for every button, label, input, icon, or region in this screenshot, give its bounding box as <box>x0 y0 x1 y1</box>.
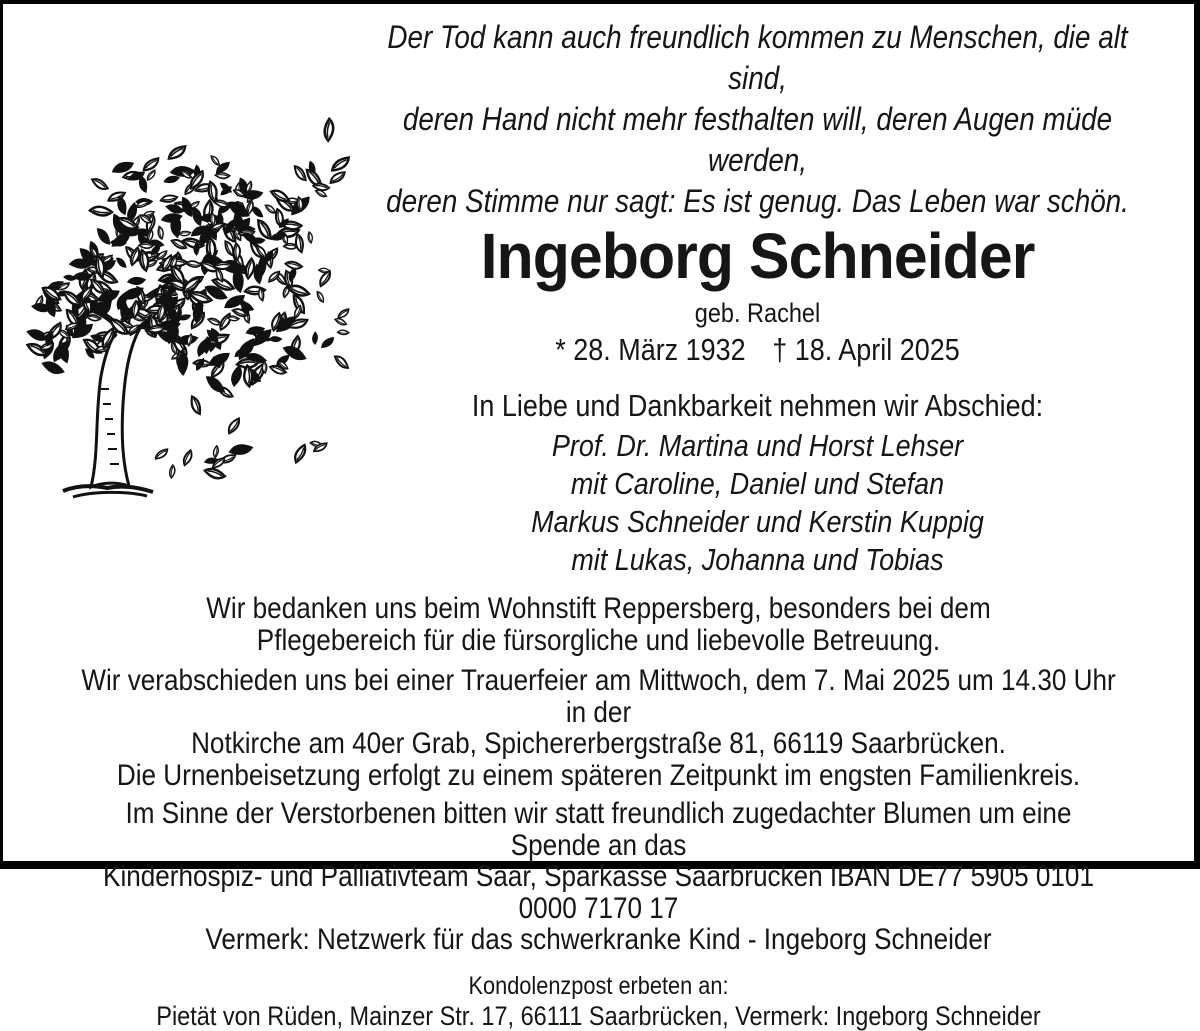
donation-paragraph <box>80 798 1116 956</box>
birth-date: * 28. März 1932 <box>555 332 746 367</box>
family-line: mit Lukas, Johanna und Tobias <box>571 542 944 577</box>
condolence-heading: Kondolenzpost erbeten an: <box>468 971 729 1000</box>
donation-line: Im Sinne der Verstorbenen bitten wir statt freundlich zugedachter Blumen um eine Spende an das <box>125 797 1072 862</box>
funeral-line: Notkirche am 40er Grab, Spichererbergstraße 81, 66119 Saarbrücken. <box>191 727 1006 760</box>
family-list <box>386 427 1130 579</box>
family-line: Prof. Dr. Martina und Horst Lehser <box>551 428 964 463</box>
header-section <box>330 17 1185 579</box>
farewell-heading: In Liebe und Dankbarkeit nehmen wir Abschied: <box>471 388 1044 423</box>
deceased-name: Ingeborg Schneider <box>480 220 1035 292</box>
maiden-name: geb. Rachel <box>694 298 821 328</box>
epigraph-line: deren Stimme nur sagt: Es ist genug. Das Leben war schön. <box>386 183 1129 219</box>
funeral-line: Die Urnenbeisetzung erfolgt zu einem späteren Zeitpunkt im engsten Familienkreis. <box>116 758 1081 792</box>
thanks-line: Pflegebereich für die fürsorgliche und liebevolle Betreuung. <box>256 623 941 657</box>
donation-line: Kinderhospiz- und Palliativteam Saar, Sparkasse Saarbrücken IBAN DE77 5905 0101 0000 7170 17 <box>103 860 1094 925</box>
epigraph-line: Der Tod kann auch freundlich kommen zu Menschen, die alt sind, <box>387 19 1128 96</box>
condolence-address: Pietät von Rüden, Mainzer Str. 17, 66111 Saarbrücken, Vermerk: Ingeborg Schneider <box>156 1000 1041 1031</box>
epigraph-line: deren Hand nicht mehr festhalten will, deren Augen müde werden, <box>402 101 1113 178</box>
epigraph <box>386 17 1130 222</box>
death-date: † 18. April 2025 <box>772 332 960 367</box>
life-dates <box>386 333 1130 367</box>
family-line: mit Caroline, Daniel und Stefan <box>570 466 945 501</box>
thanks-line: Wir bedanken uns beim Wohnstift Reppersberg, besonders bei dem <box>206 592 991 625</box>
family-line: Markus Schneider und Kerstin Kuppig <box>531 504 984 539</box>
thanks-paragraph <box>80 593 1116 656</box>
windswept-tree-falling-leaves-icon <box>11 104 346 506</box>
donation-line: Vermerk: Netzwerk für das schwerkranke Kind - Ingeborg Schneider <box>205 923 992 956</box>
funeral-line: Wir verabschieden uns bei einer Trauerfeier am Mittwoch, dem 7. Mai 2025 um 14.30 Uhr in der <box>81 664 1116 729</box>
funeral-paragraph <box>80 665 1116 791</box>
